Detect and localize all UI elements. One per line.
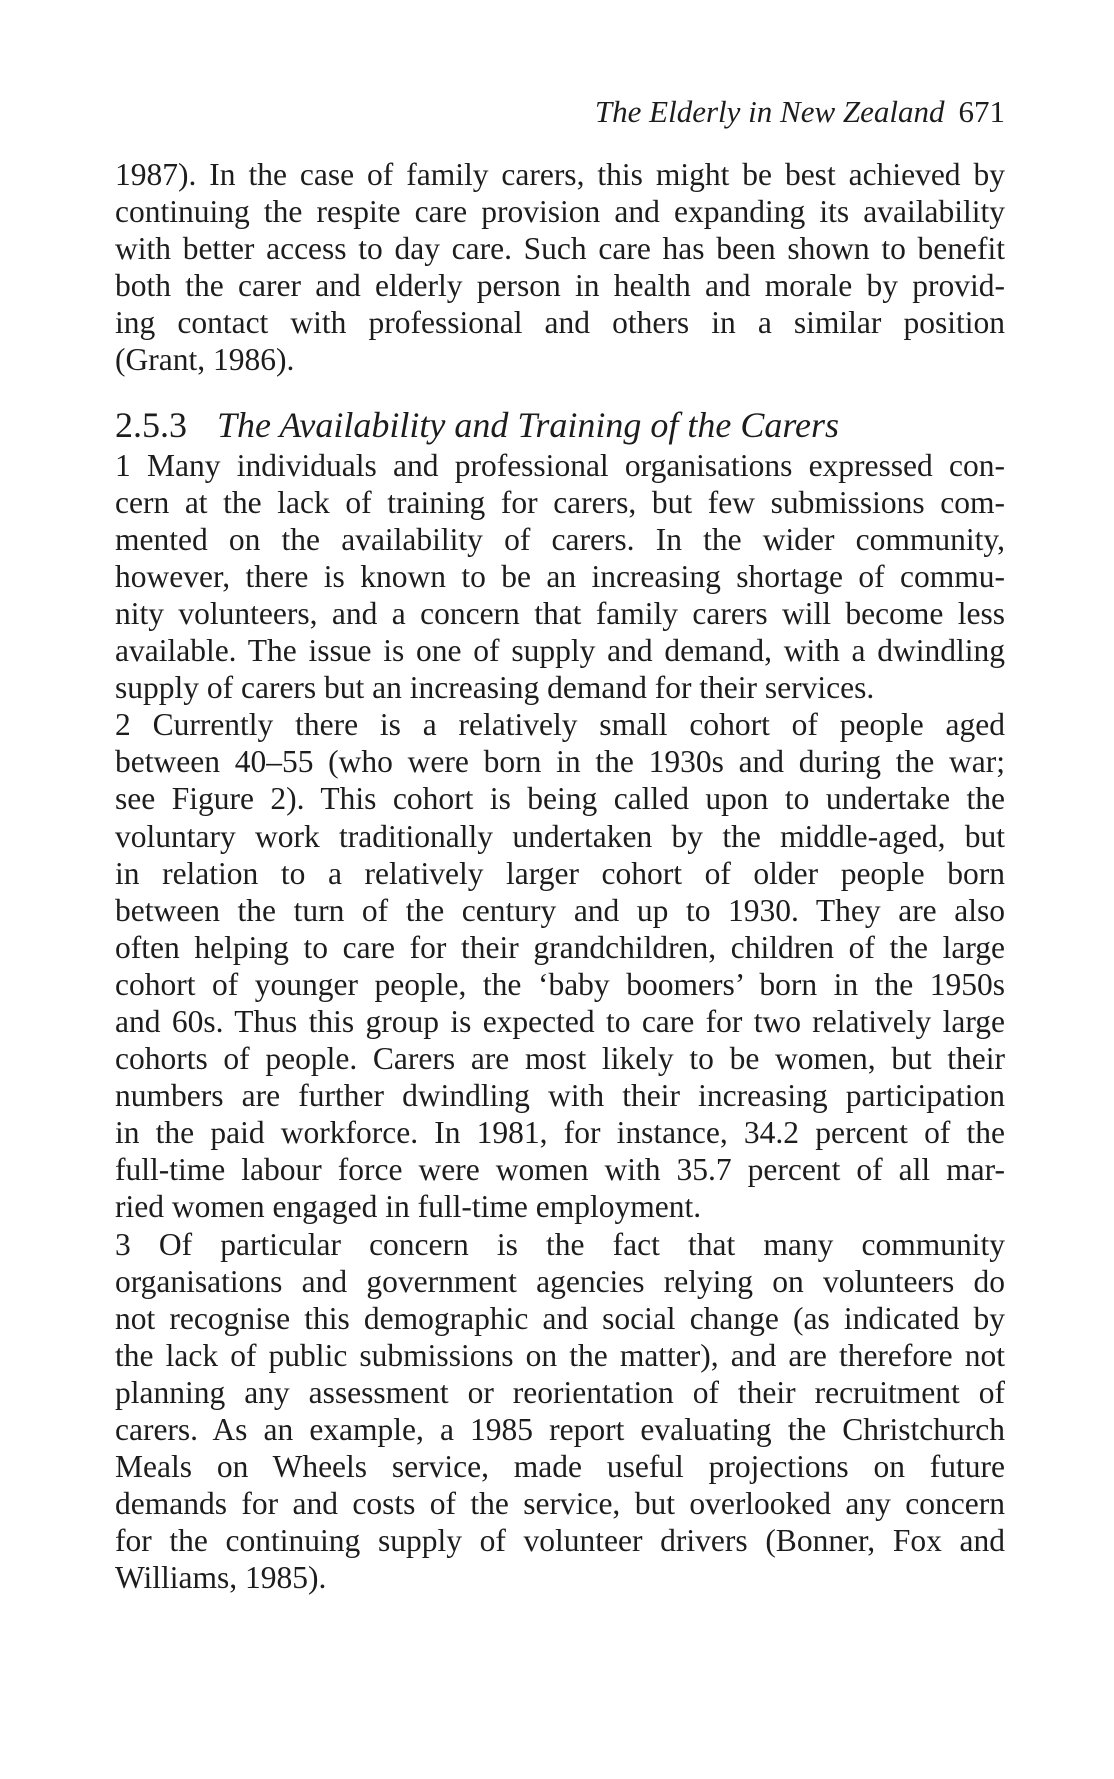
text-line: continuing the respite care provision and expanding its availability [115, 194, 1005, 230]
text-line: 3 Of particular concern is the fact that many community [115, 1226, 1005, 1262]
text-line: Williams, 1985). [115, 1560, 327, 1596]
text-line: voluntary work traditionally undertaken by the middle-aged, but [115, 818, 1005, 854]
text-line: between the turn of the century and up to 1930. They are also [115, 892, 1005, 928]
text-line: ing contact with professional and others in a similar position [115, 305, 1005, 341]
text-line: cohort of younger people, the ‘baby boomers’ born in the 1950s [115, 966, 1005, 1002]
text-line: see Figure 2). This cohort is being called upon to undertake the [115, 781, 1005, 817]
text-line: 1 Many individuals and professional organisations expressed con- [115, 447, 1005, 483]
text-line: and 60s. Thus this group is expected to care for two relatively large [115, 1003, 1005, 1039]
text-line: planning any assessment or reorientation of their recruitment of [115, 1374, 1005, 1410]
page-body [115, 156, 1005, 1596]
text-line: ried women engaged in full-time employment. [115, 1189, 702, 1225]
text-line: nity volunteers, and a concern that family carers will become less [115, 595, 1005, 631]
text-line: cern at the lack of training for carers, but few submissions com- [115, 484, 1005, 520]
intro-paragraph [115, 156, 1005, 379]
text-line: with better access to day care. Such care has been shown to benefit [115, 231, 1005, 267]
paragraph-3 [115, 1226, 1005, 1597]
page-number: 671 [958, 94, 1005, 129]
section-number: 2.5.3 [115, 404, 187, 445]
text-line: organisations and government agencies relying on volunteers do [115, 1263, 1005, 1299]
text-line: available. The issue is one of supply and demand, with a dwindling [115, 633, 1005, 669]
text-line: however, there is known to be an increasing shortage of commu- [115, 558, 1005, 594]
text-line: in the paid workforce. In 1981, for instance, 34.2 percent of the [115, 1115, 1005, 1151]
running-head [115, 92, 1005, 132]
text-line: between 40–55 (who were born in the 1930s and during the war; [115, 744, 1005, 780]
running-head-title: The Elderly in New Zealand [594, 94, 945, 129]
paragraph-1 [115, 447, 1005, 707]
text-line: carers. As an example, a 1985 report evaluating the Christchurch [115, 1412, 1005, 1447]
book-page [115, 92, 1005, 1596]
text-line: Meals on Wheels service, made useful projections on future [115, 1449, 1005, 1485]
text-line: full-time labour force were women with 35.7 percent of all mar- [115, 1152, 1005, 1188]
text-line: cohorts of people. Carers are most likely to be women, but their [115, 1041, 1005, 1077]
text-line: for the continuing supply of volunteer drivers (Bonner, Fox and [115, 1523, 1005, 1559]
text-line: (Grant, 1986). [115, 342, 295, 378]
text-line: often helping to care for their grandchildren, children of the large [115, 929, 1005, 965]
section-heading [115, 405, 1005, 445]
paragraph-2 [115, 706, 1005, 1225]
text-line: 2 Currently there is a relatively small cohort of people aged [115, 707, 1005, 743]
text-line: numbers are further dwindling with their increasing participation [115, 1078, 1005, 1114]
text-line: supply of carers but an increasing demand for their services. [115, 670, 875, 706]
text-line: 1987). In the case of family carers, this might be best achieved by [115, 157, 1005, 192]
text-line: both the carer and elderly person in health and morale by provid- [115, 268, 1005, 304]
text-line: the lack of public submissions on the matter), and are therefore not [115, 1337, 1005, 1373]
text-line: demands for and costs of the service, but overlooked any concern [115, 1486, 1005, 1522]
section-title: The Availability and Training of the Carers [217, 404, 840, 445]
text-line: in relation to a relatively larger cohort of older people born [115, 855, 1005, 891]
text-line: mented on the availability of carers. In the wider community, [115, 521, 1005, 557]
text-line: not recognise this demographic and social change (as indicated by [115, 1300, 1005, 1336]
